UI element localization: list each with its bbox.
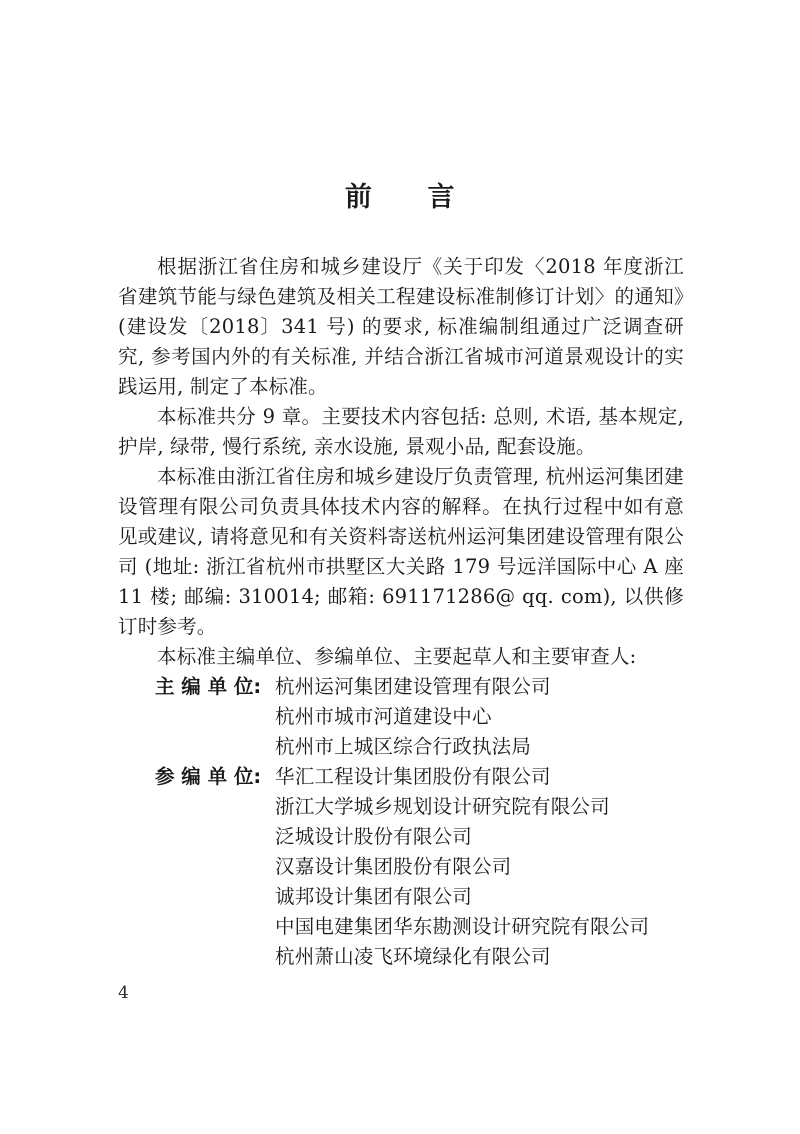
co-editor-organization-list — [275, 762, 684, 972]
list-item: 杭州萧山凌飞环境绿化有限公司 — [275, 945, 551, 968]
chief-editor-label: 主 编 单 位: — [155, 675, 262, 698]
page-title: 前 言 — [344, 182, 456, 214]
chief-editor-group — [118, 672, 684, 762]
paragraph-background: 根据浙江省住房和城乡建设厅《关于印发〈2018 年度浙江省建筑节能与绿色建筑及相关工程建设标准制修订计划〉的通知》(建设发〔2018〕341 号) 的要求, 标准编制组通过广泛调查研究, 参考国内外的有关标准, 并结合浙江省城市河道景观设计的实践运用, 制定了本标准。 — [118, 255, 684, 398]
paragraph-administration: 本标准由浙江省住房和城乡建设厅负责管理, 杭州运河集团建设管理有限公司负责具体技术内容的解释。在执行过程中如有意见或建议, 请将意见和有关资料寄送杭州运河集团建设管理有限公司 (地址: 浙江省杭州市拱墅区大关路 179 号远洋国际中心 A 座 11 楼; 邮编: 310014; 邮箱: 691171286@ qq. com), 以供修订时参考。 — [118, 465, 684, 638]
page-number: 4 — [118, 983, 129, 1003]
list-item: 中国电建集团华东勘测设计研究院有限公司 — [275, 915, 650, 938]
list-item: 诚邦设计集团有限公司 — [275, 885, 472, 908]
list-item: 汉嘉设计集团股份有限公司 — [275, 855, 512, 878]
list-item: 杭州市上城区综合行政执法局 — [275, 735, 532, 758]
list-item: 泛城设计股份有限公司 — [275, 825, 472, 848]
list-item: 杭州运河集团建设管理有限公司 — [275, 675, 551, 698]
chief-editor-organization-list — [275, 672, 684, 762]
list-item: 杭州市城市河道建设中心 — [275, 705, 492, 728]
foreword-body — [118, 252, 684, 972]
co-editor-label: 参 编 单 位: — [155, 765, 262, 788]
list-item: 华汇工程设计集团股份有限公司 — [275, 765, 551, 788]
list-item: 浙江大学城乡规划设计研究院有限公司 — [275, 795, 610, 818]
co-editor-group — [118, 762, 684, 972]
paragraph-units-intro: 本标准主编单位、参编单位、主要起草人和主要审查人: — [157, 645, 637, 668]
paragraph-chapters: 本标准共分 9 章。主要技术内容包括: 总则, 术语, 基本规定, 护岸, 绿带, 慢行系统, 亲水设施, 景观小品, 配套设施。 — [118, 405, 684, 458]
